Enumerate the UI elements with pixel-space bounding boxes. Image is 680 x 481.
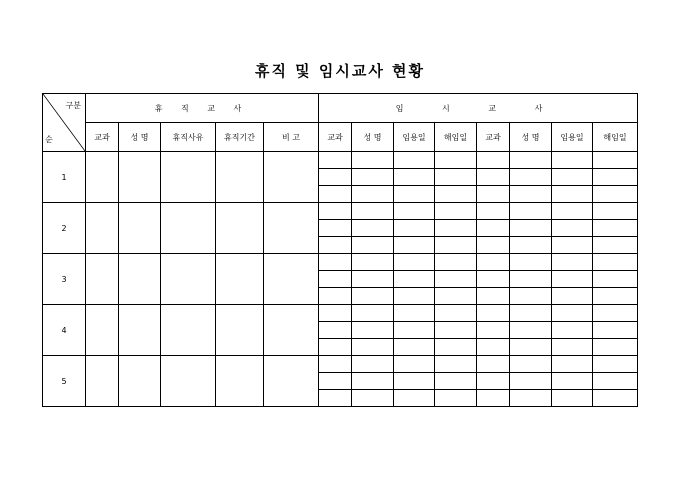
temp-cell[interactable] [510, 203, 552, 220]
leave-cell[interactable] [216, 254, 264, 305]
temp-cell[interactable] [477, 373, 510, 390]
temp-cell[interactable] [477, 305, 510, 322]
temp-cell[interactable] [477, 254, 510, 271]
temp-cell[interactable] [352, 322, 394, 339]
leave-cell[interactable] [216, 356, 264, 407]
temp-cell[interactable] [352, 220, 394, 237]
temp-cell[interactable] [435, 271, 477, 288]
table-row [43, 254, 638, 271]
header-diagonal-cell [43, 94, 86, 152]
temp-cell[interactable] [394, 305, 435, 322]
temp-cell[interactable] [352, 305, 394, 322]
leave-cell[interactable] [86, 356, 119, 407]
temp-cell[interactable] [394, 288, 435, 305]
temp-cell[interactable] [552, 186, 593, 203]
leave-cell[interactable] [216, 203, 264, 254]
col-leave-note: 비 고 [264, 123, 319, 152]
temp-cell[interactable] [394, 203, 435, 220]
temp-cell[interactable] [593, 356, 638, 373]
temp-cell[interactable] [477, 203, 510, 220]
temp-cell[interactable] [477, 271, 510, 288]
temp-cell[interactable] [477, 390, 510, 407]
temp-cell[interactable] [552, 373, 593, 390]
header-sun: 순 [45, 135, 53, 144]
temp-cell[interactable] [319, 254, 352, 271]
col-leave-subject: 교과 [86, 123, 119, 152]
temp-cell[interactable] [593, 271, 638, 288]
leave-cell[interactable] [216, 152, 264, 203]
row-number: 4 [43, 305, 86, 356]
leave-cell[interactable] [264, 152, 319, 203]
table-row [43, 356, 638, 373]
temp-cell[interactable] [394, 152, 435, 169]
temp-cell[interactable] [435, 339, 477, 356]
temp-cell[interactable] [435, 356, 477, 373]
temp-cell[interactable] [593, 390, 638, 407]
temp-cell[interactable] [352, 186, 394, 203]
temp-cell[interactable] [352, 271, 394, 288]
temp-cell[interactable] [593, 237, 638, 254]
temp-cell[interactable] [394, 254, 435, 271]
leave-cell[interactable] [161, 254, 216, 305]
leave-cell[interactable] [264, 305, 319, 356]
temp-cell[interactable] [319, 373, 352, 390]
page-title: 휴직 및 임시교사 현황 [254, 62, 426, 80]
temp-cell[interactable] [510, 254, 552, 271]
temp-cell[interactable] [435, 322, 477, 339]
col-temp-appoint-2: 임용일 [552, 123, 593, 152]
col-temp-name-2: 성 명 [510, 123, 552, 152]
leave-cell[interactable] [161, 152, 216, 203]
temp-cell[interactable] [435, 254, 477, 271]
table-row [43, 152, 638, 169]
temp-cell[interactable] [552, 390, 593, 407]
temp-cell[interactable] [593, 203, 638, 220]
temp-cell[interactable] [510, 271, 552, 288]
temp-cell[interactable] [352, 373, 394, 390]
row-number: 2 [43, 203, 86, 254]
temp-cell[interactable] [552, 339, 593, 356]
temp-cell[interactable] [352, 390, 394, 407]
temp-cell[interactable] [552, 169, 593, 186]
leave-temp-teacher-table [42, 93, 638, 407]
temp-cell[interactable] [593, 288, 638, 305]
temp-cell[interactable] [593, 169, 638, 186]
temp-cell[interactable] [552, 356, 593, 373]
leave-cell[interactable] [119, 203, 161, 254]
temp-cell[interactable] [552, 322, 593, 339]
temp-cell[interactable] [593, 186, 638, 203]
leave-cell[interactable] [86, 152, 119, 203]
leave-cell[interactable] [161, 305, 216, 356]
temp-cell[interactable] [319, 203, 352, 220]
temp-cell[interactable] [435, 152, 477, 169]
leave-cell[interactable] [216, 305, 264, 356]
leave-cell[interactable] [119, 305, 161, 356]
leave-cell[interactable] [86, 254, 119, 305]
temp-cell[interactable] [394, 169, 435, 186]
temp-cell[interactable] [352, 288, 394, 305]
temp-cell[interactable] [394, 356, 435, 373]
temp-cell[interactable] [319, 390, 352, 407]
col-temp-name: 성 명 [352, 123, 394, 152]
temp-cell[interactable] [510, 305, 552, 322]
temp-cell[interactable] [552, 203, 593, 220]
temp-cell[interactable] [477, 220, 510, 237]
temp-cell[interactable] [477, 169, 510, 186]
temp-cell[interactable] [319, 305, 352, 322]
leave-cell[interactable] [119, 254, 161, 305]
temp-cell[interactable] [477, 356, 510, 373]
temp-cell[interactable] [510, 390, 552, 407]
temp-cell[interactable] [593, 152, 638, 169]
temp-cell[interactable] [477, 339, 510, 356]
leave-cell[interactable] [161, 203, 216, 254]
temp-cell[interactable] [319, 339, 352, 356]
temp-cell[interactable] [319, 220, 352, 237]
temp-cell[interactable] [477, 322, 510, 339]
temp-cell[interactable] [552, 220, 593, 237]
temp-cell[interactable] [510, 322, 552, 339]
temp-cell[interactable] [352, 203, 394, 220]
row-number: 5 [43, 356, 86, 407]
row-number: 1 [43, 152, 86, 203]
temp-cell[interactable] [593, 373, 638, 390]
temp-cell[interactable] [593, 220, 638, 237]
leave-cell[interactable] [119, 152, 161, 203]
temp-cell[interactable] [435, 169, 477, 186]
temp-cell[interactable] [510, 288, 552, 305]
col-temp-subject: 교과 [319, 123, 352, 152]
temp-cell[interactable] [477, 237, 510, 254]
temp-cell[interactable] [510, 373, 552, 390]
temp-cell[interactable] [435, 186, 477, 203]
leave-cell[interactable] [86, 203, 119, 254]
leave-cell[interactable] [161, 356, 216, 407]
temp-cell[interactable] [552, 271, 593, 288]
temp-cell[interactable] [510, 356, 552, 373]
temp-cell[interactable] [510, 237, 552, 254]
temp-cell[interactable] [435, 305, 477, 322]
temp-cell[interactable] [435, 288, 477, 305]
temp-cell[interactable] [352, 237, 394, 254]
temp-cell[interactable] [477, 186, 510, 203]
temp-cell[interactable] [319, 237, 352, 254]
temp-cell[interactable] [552, 152, 593, 169]
temp-teacher-group-header: 임 시 교 사 [319, 94, 638, 123]
temp-cell[interactable] [435, 203, 477, 220]
row-number: 3 [43, 254, 86, 305]
temp-cell[interactable] [435, 237, 477, 254]
temp-cell[interactable] [394, 390, 435, 407]
temp-cell[interactable] [593, 254, 638, 271]
temp-cell[interactable] [319, 322, 352, 339]
temp-cell[interactable] [352, 356, 394, 373]
temp-cell[interactable] [394, 186, 435, 203]
temp-cell[interactable] [319, 169, 352, 186]
temp-cell[interactable] [394, 271, 435, 288]
col-temp-subject-2: 교과 [477, 123, 510, 152]
temp-cell[interactable] [319, 288, 352, 305]
col-leave-name: 성 명 [119, 123, 161, 152]
temp-cell[interactable] [510, 339, 552, 356]
col-temp-appoint: 임용일 [394, 123, 435, 152]
temp-cell[interactable] [435, 390, 477, 407]
temp-cell[interactable] [552, 237, 593, 254]
temp-cell[interactable] [394, 339, 435, 356]
temp-cell[interactable] [319, 356, 352, 373]
table-row [43, 305, 638, 322]
temp-cell[interactable] [510, 186, 552, 203]
temp-cell[interactable] [593, 305, 638, 322]
temp-cell[interactable] [552, 305, 593, 322]
temp-cell[interactable] [510, 220, 552, 237]
temp-cell[interactable] [593, 339, 638, 356]
temp-cell[interactable] [477, 288, 510, 305]
leave-cell[interactable] [264, 254, 319, 305]
leave-cell[interactable] [119, 356, 161, 407]
temp-cell[interactable] [352, 152, 394, 169]
temp-cell[interactable] [435, 220, 477, 237]
temp-cell[interactable] [394, 322, 435, 339]
col-temp-dismiss-2: 해임일 [593, 123, 638, 152]
header-gubun: 구분 [65, 101, 81, 110]
leave-cell[interactable] [264, 356, 319, 407]
temp-cell[interactable] [394, 373, 435, 390]
temp-cell[interactable] [435, 373, 477, 390]
temp-cell[interactable] [352, 254, 394, 271]
temp-cell[interactable] [319, 152, 352, 169]
leave-cell[interactable] [86, 305, 119, 356]
temp-cell[interactable] [552, 254, 593, 271]
col-leave-period: 휴직기간 [216, 123, 264, 152]
temp-cell[interactable] [319, 186, 352, 203]
table-row [43, 203, 638, 220]
temp-cell[interactable] [394, 220, 435, 237]
temp-cell[interactable] [352, 339, 394, 356]
temp-cell[interactable] [552, 288, 593, 305]
col-temp-dismiss: 해임일 [435, 123, 477, 152]
temp-cell[interactable] [319, 271, 352, 288]
leave-cell[interactable] [264, 203, 319, 254]
temp-cell[interactable] [510, 169, 552, 186]
temp-cell[interactable] [477, 152, 510, 169]
temp-cell[interactable] [394, 237, 435, 254]
temp-cell[interactable] [593, 322, 638, 339]
temp-cell[interactable] [510, 152, 552, 169]
temp-cell[interactable] [352, 169, 394, 186]
leave-teacher-group-header: 휴 직 교 사 [86, 94, 319, 123]
col-leave-reason: 휴직사유 [161, 123, 216, 152]
